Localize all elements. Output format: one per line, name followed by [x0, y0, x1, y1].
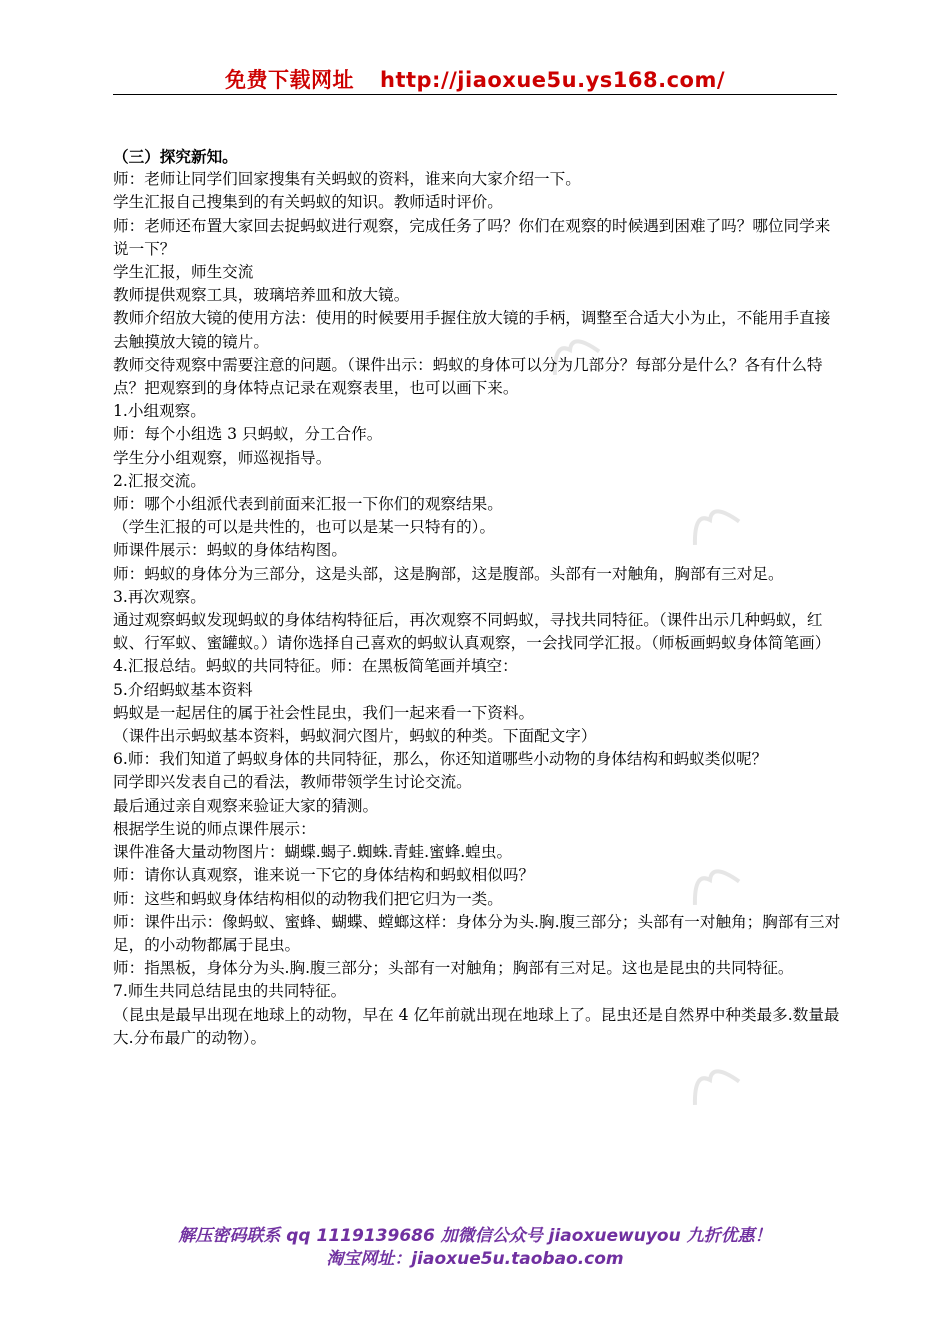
paragraph: 5.介绍蚂蚁基本资料 [113, 680, 253, 699]
paragraph: 学生汇报，师生交流 [113, 263, 254, 282]
footer-contact: 解压密码联系 qq 1119139686 加微信公众号 jiaoxuewuyou 九折优惠！ [178, 1226, 772, 1246]
paragraph: 师：老师让同学们回家搜集有关蚂蚁的资料，谁来向大家介绍一下。 [113, 170, 581, 189]
paragraph-list [113, 168, 843, 1050]
paragraph: 学生汇报自己搜集到的有关蚂蚁的知识。教师适时评价。 [113, 193, 503, 212]
paragraph: 教师介绍放大镜的使用方法：使用的时候要用手握住放大镜的手柄，调整至合适大小为止，不能用手直接去触摸放大镜的镜片。 [113, 309, 831, 351]
watermark-logo [674, 1048, 746, 1111]
footer-shop-link[interactable]: 淘宝网址：jiaoxue5u.taobao.com [326, 1249, 624, 1269]
paragraph: 7.师生共同总结昆虫的共同特征。 [113, 982, 347, 1001]
paragraph: 最后通过亲自观察来验证大家的猜测。 [113, 796, 379, 815]
paragraph: 6.师：我们知道了蚂蚁身体的共同特征，那么，你还知道哪些小动物的身体结构和蚂蚁类似呢？ [113, 750, 768, 769]
paragraph: 师：老师还布置大家回去捉蚂蚁进行观察，完成任务了吗？你们在观察的时候遇到困难了吗？哪位同学来说一下？ [113, 216, 831, 258]
paragraph: （课件出示蚂蚁基本资料，蚂蚁洞穴图片，蚂蚁的种类。下面配文字） [113, 727, 597, 746]
paragraph: 1.小组观察。 [113, 402, 206, 421]
paragraph: 师课件展示：蚂蚁的身体结构图。 [113, 541, 347, 560]
header-label: 免费下载网址 [225, 68, 354, 92]
paragraph: 同学即兴发表自己的看法，教师带领学生讨论交流。 [113, 773, 472, 792]
paragraph: 教师提供观察工具，玻璃培养皿和放大镜。 [113, 286, 410, 305]
paragraph: 蚂蚁是一起居住的属于社会性昆虫，我们一起来看一下资料。 [113, 703, 535, 722]
paragraph: （学生汇报的可以是共性的，也可以是某一只特有的）。 [113, 518, 496, 537]
paragraph: 师：蚂蚁的身体分为三部分，这是头部，这是胸部，这是腹部。头部有一对触角，胸部有三对足。 [113, 564, 784, 583]
paragraph: 师：哪个小组派代表到前面来汇报一下你们的观察结果。 [113, 495, 503, 514]
paragraph: 师：请你认真观察，谁来说一下它的身体结构和蚂蚁相似吗？ [113, 866, 535, 885]
header-url-link[interactable]: http://jiaoxue5u.ys168.com/ [380, 68, 725, 92]
paragraph: （昆虫是最早出现在地球上的动物，早在 4 亿年前就出现在地球上了。昆虫还是自然界中种类最多.数量最大.分布最广的动物）。 [113, 1005, 840, 1047]
paragraph: 3.再次观察。 [113, 587, 206, 606]
header-divider [113, 94, 837, 95]
paragraph: 师：指黑板，身体分为头.胸.腹三部分；头部有一对触角；胸部有三对足。这也是昆虫的共同特征。 [113, 959, 794, 978]
paragraph: 师：每个小组选 3 只蚂蚁，分工合作。 [113, 425, 383, 444]
section-heading: （三）探究新知。 [113, 147, 238, 166]
paragraph: 学生分小组观察，师巡视指导。 [113, 448, 332, 467]
paragraph: 2.汇报交流。 [113, 471, 206, 490]
paragraph: 通过观察蚂蚁发现蚂蚁的身体结构特征后，再次观察不同蚂蚁，寻找共同特征。（课件出示几种蚂蚁，红蚁、行军蚁、蜜罐蚁。）请你选择自己喜欢的蚂蚁认真观察，一会找同学汇报。（师板画蚂蚁身体简笔画） [113, 611, 831, 653]
paragraph: 师：课件出示：像蚂蚁、蜜蜂、蝴蝶、螳螂这样：身体分为头.胸.腹三部分；头部有一对触角；胸部有三对足，的小动物都属于昆虫。 [113, 912, 841, 954]
paragraph: 教师交待观察中需要注意的问题。（课件出示：蚂蚁的身体可以分为几部分？每部分是什么？各有什么特点？把观察到的身体特点记录在观察表里，也可以画下来。 [113, 355, 823, 398]
page-header [113, 64, 837, 94]
paragraph: 4.汇报总结。蚂蚁的共同特征。师：在黑板简笔画并填空： [113, 657, 518, 676]
paragraph: 根据学生说的师点课件展示： [113, 819, 316, 838]
document-body [113, 145, 843, 1050]
paragraph: 课件准备大量动物图片：蝴蝶.蝎子.蜘蛛.青蛙.蜜蜂.蝗虫。 [113, 843, 513, 862]
paragraph: 师：这些和蚂蚁身体结构相似的动物我们把它归为一类。 [113, 889, 503, 908]
